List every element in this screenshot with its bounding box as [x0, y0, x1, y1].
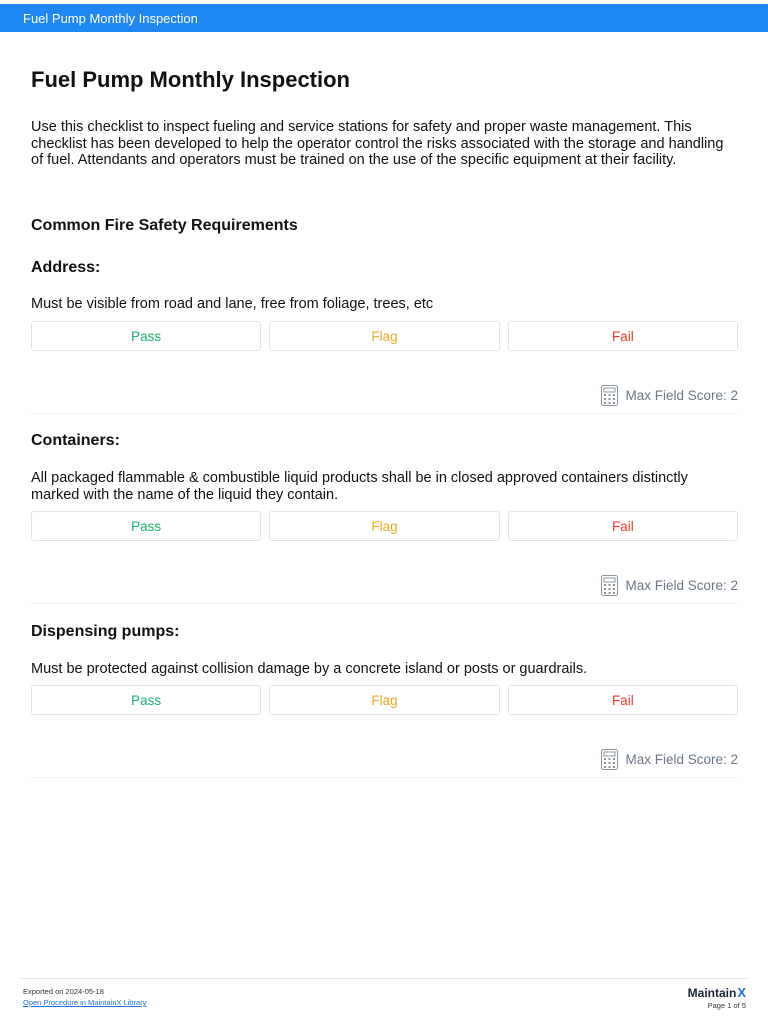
divider — [31, 603, 738, 604]
max-score-label: Max Field Score: 2 — [625, 388, 738, 403]
library-link[interactable]: Open Procedure in MaintainX Library — [23, 998, 147, 1007]
footer-divider — [20, 978, 748, 979]
pass-button[interactable]: Pass — [31, 321, 261, 351]
section-heading: Common Fire Safety Requirements — [31, 217, 298, 234]
brand-x: X — [737, 985, 746, 1000]
intro-text: Use this checklist to inspect fueling and service stations for safety and proper waste management. This checklist has been developed to help the operator control the risks associated with the storage and handling of fuel. Attendants and operators must be trained on the use of the specific equipment at their facility. — [31, 119, 724, 168]
brand-text: Maintain — [687, 985, 737, 1000]
item-description: All packaged flammable & combustible liquid products shall be in closed approved containers distinctly marked with the name of the liquid they contain. — [31, 470, 688, 503]
response-buttons — [31, 321, 738, 351]
response-buttons — [31, 511, 738, 541]
fail-button[interactable]: Fail — [508, 685, 738, 715]
checklist-item-containers — [31, 432, 738, 593]
item-description: Must be visible from road and lane, free from foliage, trees, etc — [31, 296, 434, 312]
fail-button[interactable]: Fail — [508, 321, 738, 351]
calculator-icon — [601, 575, 618, 596]
calculator-icon — [601, 749, 618, 770]
pass-button[interactable]: Pass — [31, 685, 261, 715]
item-description: Must be protected against collision damage by a concrete island or posts or guardrails. — [31, 661, 588, 677]
item-title: Dispensing pumps: — [31, 623, 180, 640]
footer-left — [23, 986, 146, 1008]
brand-logo — [688, 985, 746, 1000]
fail-button[interactable]: Fail — [508, 511, 738, 541]
page-title: Fuel Pump Monthly Inspection — [31, 67, 350, 92]
page-number: Page 1 of 5 — [707, 1001, 746, 1010]
max-score-label: Max Field Score: 2 — [625, 752, 738, 767]
export-date: Exported on 2024-05-18 — [23, 987, 104, 996]
footer-right — [688, 985, 746, 1010]
header-bar — [0, 4, 768, 32]
flag-button[interactable]: Flag — [269, 685, 499, 715]
flag-button[interactable]: Flag — [269, 511, 499, 541]
divider — [31, 413, 738, 414]
max-score — [601, 749, 738, 770]
response-buttons — [31, 685, 738, 715]
max-score — [601, 385, 738, 406]
divider — [31, 777, 738, 778]
pass-button[interactable]: Pass — [31, 511, 261, 541]
checklist-item-dispensing-pumps — [31, 623, 738, 767]
item-title: Address: — [31, 259, 101, 276]
checklist-item-address — [31, 259, 738, 403]
flag-button[interactable]: Flag — [269, 321, 499, 351]
calculator-icon — [601, 385, 618, 406]
max-score-label: Max Field Score: 2 — [625, 578, 738, 593]
item-title: Containers: — [31, 432, 120, 449]
max-score — [601, 575, 738, 596]
header-title: Fuel Pump Monthly Inspection — [23, 10, 198, 26]
